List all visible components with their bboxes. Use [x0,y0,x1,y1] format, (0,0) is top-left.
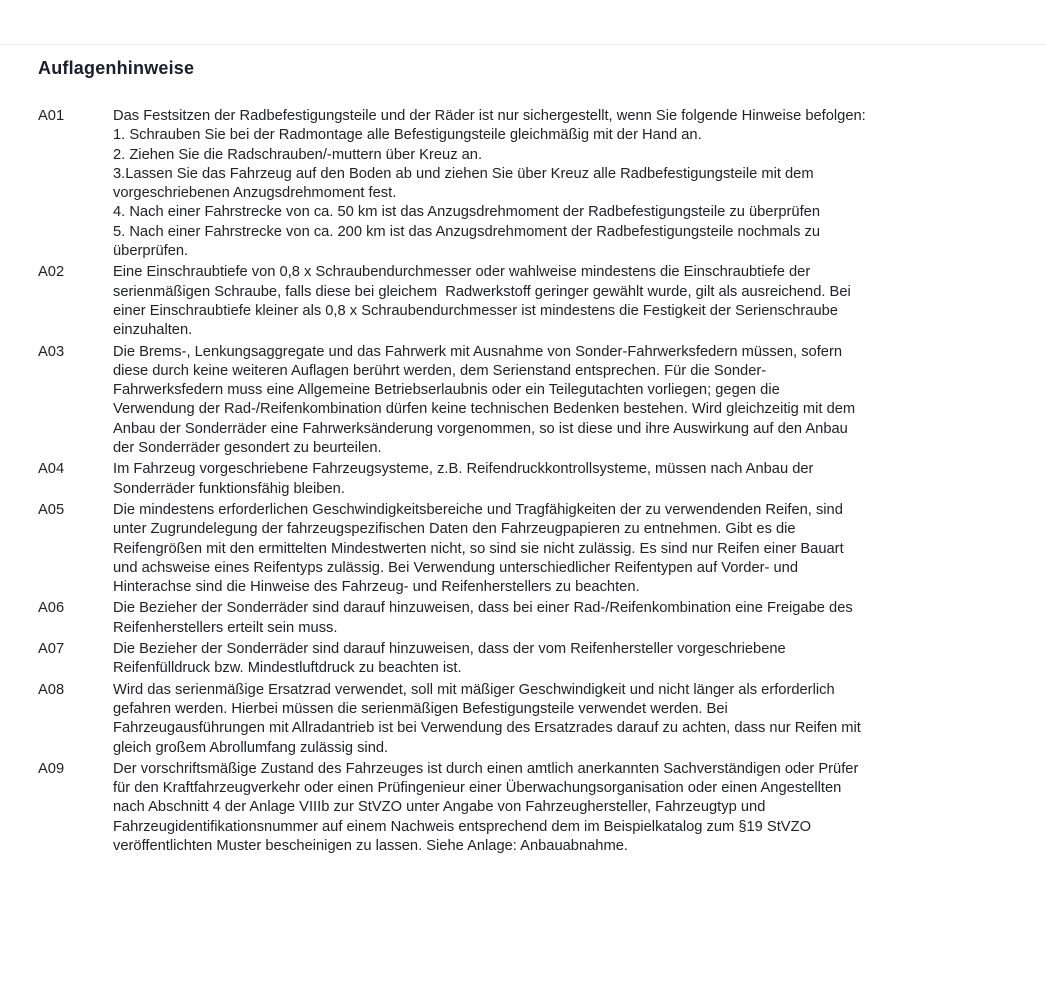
text-line: Die Bezieher der Sonderräder sind darauf hinzuweisen, dass bei einer Rad-/Reifenkombination eine Freigabe des [113,600,853,617]
text-line: 3.Lassen Sie das Fahrzeug auf den Boden ab und ziehen Sie über Kreuz alle Radbefestigungsteile mit dem [113,165,814,182]
condition-code: A07 [38,641,65,658]
text-line: Die Brems-, Lenkungsaggregate und das Fahrwerk mit Ausnahme von Sonder-Fahrwerksfedern müssen, sofern [113,343,843,360]
condition-code: A02 [38,264,65,281]
condition-item-a03 [38,343,1016,459]
text-line: einzuhalten. [113,322,193,339]
text-line: Verwendung der Rad-/Reifenkombination dürfen keine technischen Bedenken bestehen. Wird gleichzeitig mit dem [113,401,856,418]
condition-code: A03 [38,343,65,360]
text-line: serienmäßigen Schraube, falls diese bei gleichem Radwerkstoff geringer gewählt wurde, gilt als ausreichend. Bei [113,283,851,300]
condition-text [113,760,1016,856]
condition-item-a09 [38,760,1016,856]
text-line: Eine Einschraubtiefe von 0,8 x Schraubendurchmesser oder wahlweise mindestens die Einschraubtiefe der [113,264,811,281]
text-line: 5. Nach einer Fahrstrecke von ca. 200 km ist das Anzugsdrehmoment der Radbefestigungsteile nochmals zu [113,223,821,240]
condition-text [113,107,1016,261]
condition-code: A06 [38,600,65,617]
condition-item-a06 [38,599,1016,638]
text-line: Wird das serienmäßige Ersatzrad verwendet, soll mit mäßiger Geschwindigkeit und nicht länger als erforderlich [113,681,835,698]
top-bar [0,0,1046,45]
text-line: einer Einschraubtiefe kleiner als 0,8 x Schraubendurchmesser ist mindestens die Festigkeit der Serienschraube [113,302,838,319]
text-line: diese durch keine weiteren Auflagen berührt werden, dem Serienstand entsprechen. Für die Sonder- [113,362,767,379]
condition-text [113,460,1016,499]
condition-item-a01 [38,107,1016,261]
text-line: und achsweise eines Reifentyps zulässig. Bei Verwendung unterschiedlicher Reifentypen auf Vorder- und [113,559,799,576]
condition-text [113,263,1016,340]
condition-text [113,599,1016,638]
text-line: Sonderräder funktionsfähig bleiben. [113,480,345,497]
text-line: Die mindestens erforderlichen Geschwindigkeitsbereiche und Tragfähigkeiten der zu verwendenden Reifen, sind [113,501,843,518]
condition-item-a04 [38,460,1016,499]
text-line: Reifenherstellers erteilt sein muss. [113,619,338,636]
text-line: gefahren werden. Hierbei müssen die serienmäßigen Befestigungsteile verwendet werden. Bei [113,700,728,717]
text-line: 4. Nach einer Fahrstrecke von ca. 50 km ist das Anzugsdrehmoment der Radbefestigungsteile zu überprüfen [113,204,821,221]
condition-text [113,681,1016,758]
conditions-list [38,107,1016,856]
text-line: unter Zugrundelegung der fahrzeugspezifischen Daten den Fahrzeugpapieren zu entnehmen. Gibt es die [113,521,796,538]
condition-code: A04 [38,461,65,478]
condition-code: A08 [38,681,65,698]
condition-item-a08 [38,681,1016,758]
text-line: Fahrzeugausführungen mit Allradantrieb ist bei Verwendung des Ersatzrades darauf zu achten, dass nur Reifen mit [113,720,861,737]
text-line: Im Fahrzeug vorgeschriebene Fahrzeugsysteme, z.B. Reifendruckkontrollsysteme, müssen nach Anbau der [113,461,814,478]
text-line: Reifenfülldruck bzw. Mindestluftdruck zu beachten ist. [113,660,462,677]
text-line: Fahrzeugidentifikationsnummer auf einem Nachweis entsprechend dem im Beispielkatalog zum §19 StVZO [113,818,812,835]
condition-code: A01 [38,108,65,124]
condition-code: A09 [38,760,65,777]
condition-item-a02 [38,263,1016,340]
text-line: Reifengrößen mit den ermittelten Mindestwerten nicht, so sind sie nicht zulässig. Es sind nur Reifen einer Bauart [113,540,844,557]
condition-item-a05 [38,501,1016,597]
text-line: nach Abschnitt 4 der Anlage VIIIb zur StVZO unter Angabe von Fahrzeughersteller, Fahrzeugtyp und [113,799,766,816]
text-line: der Sonderräder gesondert zu beurteilen. [113,440,382,457]
text-line: Anbau der Sonderräder eine Fahrwerksänderung vorgenommen, so ist diese und ihre Auswirkung auf den Anbau [113,420,848,437]
condition-item-a07 [38,640,1016,679]
text-line: Fahrwerksfedern muss eine Allgemeine Betriebserlaubnis oder ein Teilegutachten vorliegen; gegen die [113,382,780,399]
condition-text [113,343,1016,459]
text-line: 1. Schrauben Sie bei der Radmontage alle Befestigungsteile gleichmäßig mit der Hand an. [113,127,702,144]
text-line: vorgeschriebenen Anzugsdrehmoment fest. [113,185,397,202]
condition-text [113,640,1016,679]
text-line: für den Kraftfahrzeugverkehr oder einen Prüfingenieur einer Überwachungsorganisation oder einen Angestellten [113,780,842,797]
page-title: Auflagenhinweise [38,58,195,78]
text-line: überprüfen. [113,243,189,260]
text-line: Der vorschriftsmäßige Zustand des Fahrzeuges ist durch einen amtlich anerkannten Sachverständigen oder Prüfer [113,760,859,777]
text-line: 2. Ziehen Sie die Radschrauben/-muttern über Kreuz an. [113,146,483,163]
text-line: Die Bezieher der Sonderräder sind darauf hinzuweisen, dass der vom Reifenhersteller vorgeschriebene [113,641,786,658]
text-line: gleich großem Abrollumfang zulässig sind. [113,739,389,756]
text-line: Das Festsitzen der Radbefestigungsteile und der Räder ist nur sichergestellt, wenn Sie folgende Hinweise befolgen: [113,108,866,124]
content-area [0,45,1046,856]
condition-text [113,501,1016,597]
text-line: veröffentlichten Muster bescheinigen zu lassen. Siehe Anlage: Anbauabnahme. [113,837,628,854]
text-line: Hinterachse sind die Hinweise des Fahrzeug- und Reifenherstellers zu beachten. [113,579,640,596]
condition-code: A05 [38,501,65,518]
